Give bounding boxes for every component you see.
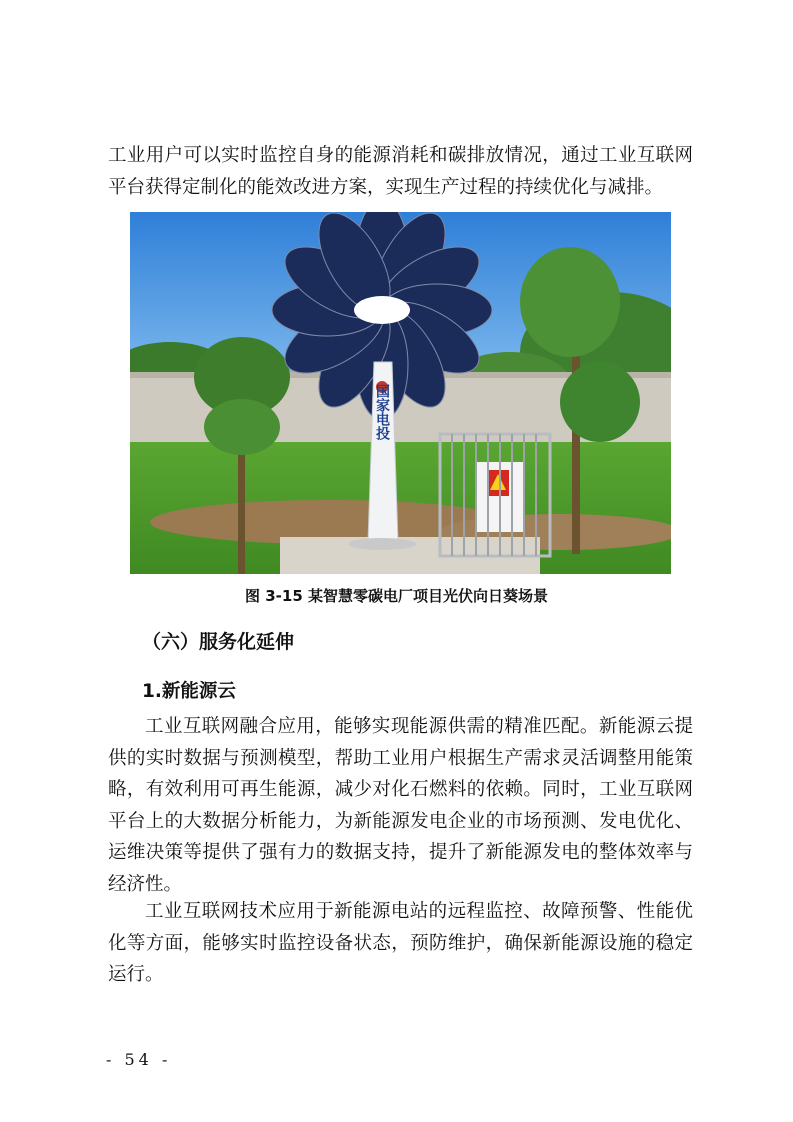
intro-paragraph: 工业用户可以实时监控自身的能源消耗和碳排放情况，通过工业互联网平台获得定制化的能效改进方案，实现生产过程的持续优化与减排。 [108,145,693,198]
pole-text: 国家电投 [374,384,390,440]
paragraph-2: 工业互联网技术应用于新能源电站的远程监控、故障预警、性能优化等方面，能够实时监控设备状态，预防维护，确保新能源设施的稳定运行。 [108,901,693,985]
page-number: - 54 - [106,1050,172,1069]
section-heading: （六）服务化延伸 [142,631,295,653]
paragraph-1: 工业互联网融合应用，能够实现能源供需的精准匹配。新能源云提供的实时数据与预测模型，帮助工业用户根据生产需求灵活调整用能策略，有效利用可再生能源，减少对化石燃料的依赖。同时，工业互联网平台上的大数据分析能力，为新能源发电企业的市场预测、发电优化、运维决策等提供了强有力的数据支持，提升了新能源发电的整体效率与经济性。 [108,716,693,895]
subsection-heading: 1.新能源云 [142,681,236,702]
solar-sunflower-photo [130,212,671,574]
figure-caption: 图 3-15 某智慧零碳电厂项目光伏向日葵场景 [245,587,548,605]
